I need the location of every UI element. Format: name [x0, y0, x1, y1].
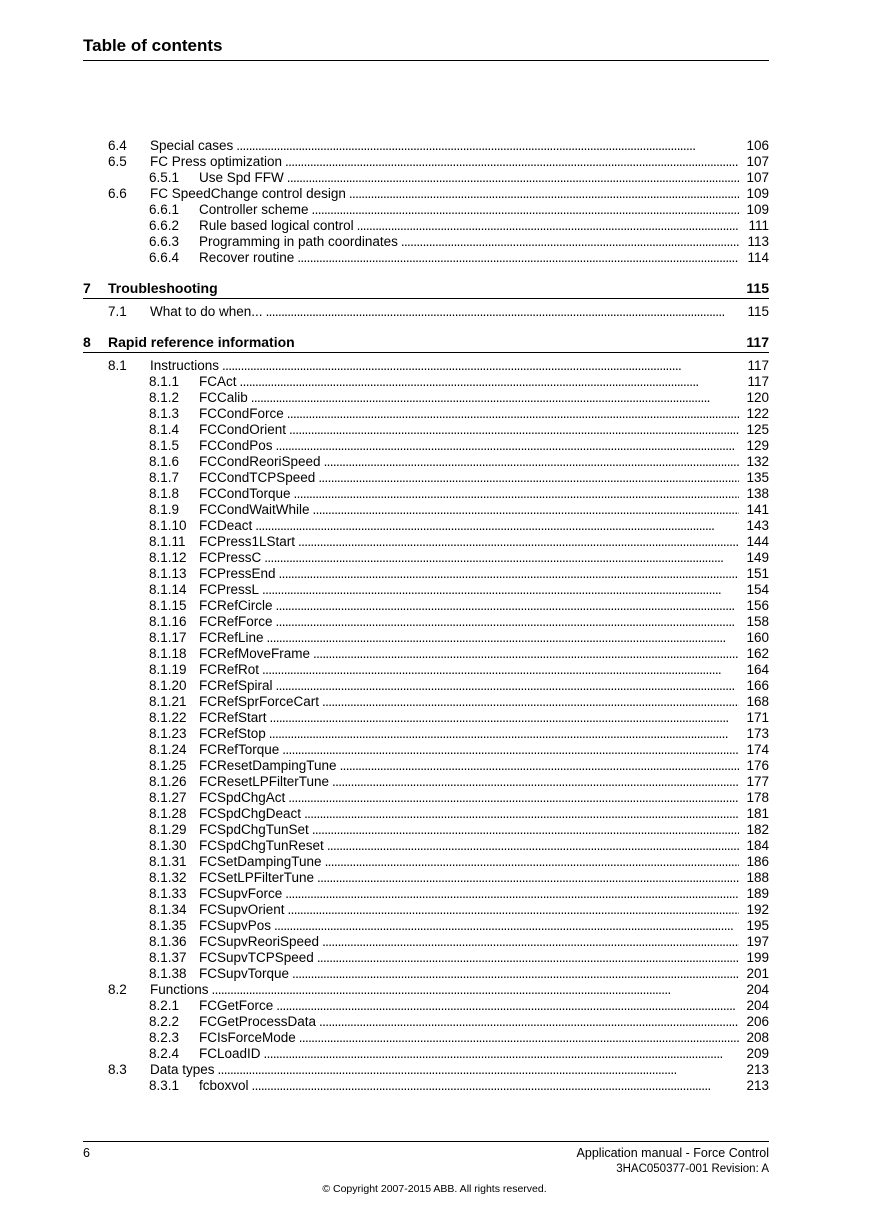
toc-entry-number: 8.1.27 — [149, 790, 187, 805]
toc-entry-page: 115 — [747, 304, 769, 319]
toc-entry-number: 8.1.14 — [149, 582, 187, 597]
toc-entry-label: Functions — [150, 982, 209, 997]
dot-leader — [269, 726, 739, 742]
toc-entry-8-1-20[interactable] — [83, 678, 769, 694]
dot-leader — [285, 154, 739, 170]
toc-entry-page: 160 — [746, 630, 769, 645]
toc-entry-number: 7 — [83, 280, 91, 296]
toc-entry-number: 8.1.2 — [149, 390, 180, 405]
toc-entry-8-1-15[interactable] — [83, 598, 769, 614]
dot-leader — [297, 250, 739, 266]
toc-entry-8-3-1[interactable] — [83, 1078, 769, 1094]
toc-entry-6-4[interactable] — [83, 138, 769, 154]
toc-entry-page: 114 — [747, 250, 769, 265]
toc-entry-8-1-11[interactable] — [83, 534, 769, 550]
toc-entry-number: 8.1.9 — [149, 502, 180, 517]
toc-entry-number: 8.1.24 — [149, 742, 187, 757]
toc-entry-number: 8.1.6 — [149, 454, 180, 469]
toc-entry-8-1-4[interactable] — [83, 422, 769, 438]
toc-entry-page: 168 — [746, 694, 769, 709]
toc-entry-label: FCAct — [199, 374, 237, 389]
toc-entry-label: FCRefRot — [199, 662, 260, 677]
dot-leader — [276, 614, 739, 630]
toc-entry-page: 117 — [747, 358, 769, 373]
dot-leader — [287, 406, 739, 422]
toc-entry-page: 107 — [746, 154, 769, 169]
toc-entry-number: 8.1.23 — [149, 726, 187, 741]
dot-leader — [236, 138, 739, 154]
document-revision: 3HAC050377-001 Revision: A — [616, 1163, 769, 1175]
dot-leader — [264, 1046, 739, 1062]
toc-entry-8-1-9[interactable] — [83, 502, 769, 518]
toc-entry-8-1-16[interactable] — [83, 614, 769, 630]
toc-entry-page: 204 — [746, 982, 769, 997]
toc-entry-8-1-25[interactable] — [83, 758, 769, 774]
toc-entry-label: FCDeact — [199, 518, 253, 533]
toc-entry-page: 109 — [746, 186, 769, 201]
dot-leader — [288, 902, 739, 918]
toc-entry-number: 8.1.12 — [149, 550, 187, 565]
toc-entry-8-1-5[interactable] — [83, 438, 769, 454]
toc-entry-page: 109 — [746, 202, 769, 217]
toc-entry-number: 8.1 — [108, 358, 127, 373]
toc-entry-6-6[interactable] — [83, 186, 769, 202]
toc-entry-label: Controller scheme — [199, 202, 309, 217]
dot-leader — [262, 662, 739, 678]
page-header — [83, 36, 769, 61]
dot-leader — [276, 598, 739, 614]
toc-entry-page: 164 — [746, 662, 769, 677]
toc-entry-label: What to do when... — [150, 304, 263, 319]
toc-entry-page: 166 — [746, 678, 769, 693]
toc-entry-number: 8.2.1 — [149, 998, 180, 1013]
toc-entry-number: 6.6 — [108, 186, 127, 201]
page-footer — [83, 1141, 769, 1175]
toc-entry-8-1-28[interactable] — [83, 806, 769, 822]
toc-entry-8-1-8[interactable] — [83, 486, 769, 502]
toc-entry-page: 144 — [746, 534, 769, 549]
dot-leader — [276, 998, 739, 1014]
toc-entry-number: 8.1.31 — [149, 854, 187, 869]
toc-entry-8-1-23[interactable] — [83, 726, 769, 742]
toc-entry-number: 8.1.13 — [149, 566, 187, 581]
toc-entry-page: 199 — [746, 950, 769, 965]
toc-entry-number: 8.1.32 — [149, 870, 187, 885]
toc-entry-label: FCResetDampingTune — [199, 758, 337, 773]
toc-entry-label: FCCondTorque — [199, 486, 291, 501]
toc-entry-number: 6.6.2 — [149, 218, 180, 233]
toc-entry-label: Troubleshooting — [108, 280, 218, 296]
toc-entry-label: FCRefCircle — [199, 598, 273, 613]
dot-leader — [322, 694, 739, 710]
toc-entry-number: 8.2.2 — [149, 1014, 180, 1029]
toc-entry-page: 107 — [746, 170, 769, 185]
toc-entry-number: 8.1.21 — [149, 694, 187, 709]
dot-leader — [212, 982, 739, 998]
toc-entry-number: 8.1.26 — [149, 774, 187, 789]
dot-leader — [349, 186, 739, 202]
toc-entry-label: FCCondForce — [199, 406, 284, 421]
toc-entry-label: FCCondOrient — [199, 422, 287, 437]
dot-leader — [304, 806, 739, 822]
toc-entry-8-1-30[interactable] — [83, 838, 769, 854]
dot-leader — [357, 218, 739, 234]
toc-entry-8-2-4[interactable] — [83, 1046, 769, 1062]
toc-entry-number: 8.1.16 — [149, 614, 187, 629]
toc-entry-label: FCPressL — [199, 582, 260, 597]
toc-entry-label: FCRefStart — [199, 710, 267, 725]
dot-leader — [292, 966, 739, 982]
toc-entry-number: 8.1.33 — [149, 886, 187, 901]
toc-entry-8-1-7[interactable] — [83, 470, 769, 486]
toc-entry-number: 8.2.4 — [149, 1046, 180, 1061]
manual-title: Application manual - Force Control — [576, 1146, 769, 1160]
toc-entry-page: 178 — [746, 790, 769, 805]
toc-entry-8-2-2[interactable] — [83, 1014, 769, 1030]
toc-entry-page: 192 — [746, 902, 769, 917]
toc-entry-label: FCPressC — [199, 550, 262, 565]
toc-entry-page: 189 — [746, 886, 769, 901]
toc-entry-label: FCSpdChgTunReset — [199, 838, 324, 853]
toc-entry-8-1-19[interactable] — [83, 662, 769, 678]
dot-leader — [285, 886, 739, 902]
toc-entry-number: 8.1.30 — [149, 838, 187, 853]
toc-entry-page: 209 — [746, 1046, 769, 1061]
dot-leader — [282, 742, 739, 758]
toc-entry-page: 195 — [746, 918, 769, 933]
toc-entry-label: FCRefForce — [199, 614, 273, 629]
dot-leader — [313, 646, 739, 662]
toc-entry-number: 8.1.25 — [149, 758, 187, 773]
toc-entry-number: 8.1.18 — [149, 646, 187, 661]
dot-leader — [340, 758, 739, 774]
toc-entry-8-2-1[interactable] — [83, 998, 769, 1014]
toc-entry-label: FCSupvPos — [199, 918, 272, 933]
toc-entry-page: 151 — [746, 566, 769, 581]
toc-entry-number: 8.1.1 — [149, 374, 180, 389]
toc-entry-page: 182 — [746, 822, 769, 837]
dot-leader — [317, 950, 739, 966]
toc-entry-8-1-29[interactable] — [83, 822, 769, 838]
toc-entry-label: FCSupvForce — [199, 886, 283, 901]
toc-entry-label: FCPressEnd — [199, 566, 276, 581]
toc-entry-number: 8.1.11 — [149, 534, 186, 549]
toc-entry-page: 162 — [746, 646, 769, 661]
toc-entry-page: 176 — [746, 758, 769, 773]
toc-entry-number: 8.1.36 — [149, 934, 187, 949]
toc-entry-page: 197 — [746, 934, 769, 949]
toc-entry-label: FCRefLine — [199, 630, 264, 645]
dot-leader — [270, 710, 739, 726]
toc-entry-8-1-37[interactable] — [83, 950, 769, 966]
dot-leader — [266, 304, 739, 320]
toc-entry-page: 135 — [746, 470, 769, 485]
toc-entry-number: 8.2 — [108, 982, 127, 997]
toc-entry-page: 117 — [746, 334, 769, 350]
toc-entry-8-1-14[interactable] — [83, 582, 769, 598]
dot-leader — [222, 358, 739, 374]
toc-entry-number: 6.5 — [108, 154, 127, 169]
toc-entry-page: 129 — [746, 438, 769, 453]
toc-chapter-8[interactable] — [83, 332, 769, 353]
dot-leader — [264, 550, 739, 566]
toc-entry-8-1-3[interactable] — [83, 406, 769, 422]
toc-chapter-7[interactable] — [83, 278, 769, 299]
toc-entry-label: Rule based logical control — [199, 218, 354, 233]
toc-entry-label: FCSetLPFilterTune — [199, 870, 315, 885]
toc-entry-8-1-31[interactable] — [83, 854, 769, 870]
toc-entry-page: 154 — [746, 582, 769, 597]
toc-entry-label: FCSupvTorque — [199, 966, 290, 981]
toc-entry-page: 171 — [746, 710, 769, 725]
toc-entry-8-1-17[interactable] — [83, 630, 769, 646]
table-of-contents — [83, 138, 769, 1094]
toc-entry-8-3[interactable] — [83, 1062, 769, 1078]
toc-entry-label: FCGetProcessData — [199, 1014, 317, 1029]
toc-entry-label: FCSpdChgDeact — [199, 806, 302, 821]
toc-entry-number: 8.1.38 — [149, 966, 187, 981]
toc-entry-number: 8.1.20 — [149, 678, 187, 693]
dot-leader — [327, 838, 739, 854]
toc-entry-number: 8.1.22 — [149, 710, 187, 725]
toc-entry-number: 6.6.3 — [149, 234, 180, 249]
toc-entry-number: 8.1.15 — [149, 598, 187, 613]
toc-entry-8-1-1[interactable] — [83, 374, 769, 390]
toc-entry-label: FCCondWaitWhile — [199, 502, 310, 517]
dot-leader — [298, 534, 739, 550]
toc-entry-number: 8.1.8 — [149, 486, 180, 501]
toc-entry-6-6-4[interactable] — [83, 250, 769, 266]
toc-entry-number: 8.2.3 — [149, 1030, 180, 1045]
toc-entry-label: Use Spd FFW — [199, 170, 284, 185]
toc-entry-page: 206 — [746, 1014, 769, 1029]
page-title: Table of contents — [83, 36, 223, 55]
dot-leader — [287, 170, 739, 186]
toc-entry-label: FCSpdChgAct — [199, 790, 286, 805]
toc-entry-page: 208 — [746, 1030, 769, 1045]
toc-entry-page: 213 — [746, 1078, 769, 1093]
toc-entry-8-1-35[interactable] — [83, 918, 769, 934]
toc-entry-number: 8.3.1 — [149, 1078, 180, 1093]
toc-entry-8-1-6[interactable] — [83, 454, 769, 470]
toc-entry-label: Special cases — [150, 138, 234, 153]
dot-leader — [312, 202, 739, 218]
dot-leader — [324, 454, 739, 470]
dot-leader — [317, 870, 739, 886]
toc-entry-label: FCCondTCPSpeed — [199, 470, 316, 485]
toc-entry-page: 149 — [746, 550, 769, 565]
toc-entry-8-1-32[interactable] — [83, 870, 769, 886]
dot-leader — [279, 566, 739, 582]
toc-entry-8-1-13[interactable] — [83, 566, 769, 582]
dot-leader — [240, 374, 739, 390]
toc-entry-label: FCSupvOrient — [199, 902, 285, 917]
toc-entry-8-1[interactable] — [83, 358, 769, 374]
toc-entry-page: 188 — [746, 870, 769, 885]
toc-entry-page: 138 — [746, 486, 769, 501]
dot-leader — [313, 502, 739, 518]
dot-leader — [267, 630, 739, 646]
toc-entry-number: 8.1.17 — [149, 630, 187, 645]
toc-entry-8-1-18[interactable] — [83, 646, 769, 662]
toc-entry-6-5[interactable] — [83, 154, 769, 170]
toc-entry-label: FCIsForceMode — [199, 1030, 296, 1045]
toc-entry-8-1-24[interactable] — [83, 742, 769, 758]
toc-entry-page: 132 — [746, 454, 769, 469]
toc-entry-label: FCRefMoveFrame — [199, 646, 311, 661]
toc-entry-number: 8.1.3 — [149, 406, 180, 421]
dot-leader — [312, 822, 739, 838]
toc-entry-page: 125 — [746, 422, 769, 437]
dot-leader — [401, 234, 739, 250]
dot-leader — [276, 678, 739, 694]
toc-entry-label: FCResetLPFilterTune — [199, 774, 330, 789]
dot-leader — [276, 438, 739, 454]
dot-leader — [299, 1030, 739, 1046]
toc-entry-number: 8 — [83, 334, 91, 350]
toc-entry-8-1-2[interactable] — [83, 390, 769, 406]
toc-entry-8-1-33[interactable] — [83, 886, 769, 902]
toc-entry-page: 111 — [748, 218, 769, 233]
toc-entry-8-1-38[interactable] — [83, 966, 769, 982]
toc-entry-label: FCPress1LStart — [199, 534, 296, 549]
toc-entry-label: FCRefSpiral — [199, 678, 273, 693]
toc-entry-page: 204 — [746, 998, 769, 1013]
toc-entry-label: FCSpdChgTunSet — [199, 822, 309, 837]
toc-entry-8-1-36[interactable] — [83, 934, 769, 950]
toc-entry-number: 6.6.4 — [149, 250, 180, 265]
toc-entry-label: FCCondPos — [199, 438, 273, 453]
toc-entry-number: 7.1 — [108, 304, 127, 319]
dot-leader — [319, 1014, 739, 1030]
toc-entry-6-6-2[interactable] — [83, 218, 769, 234]
dot-leader — [255, 518, 739, 534]
toc-entry-page: 181 — [746, 806, 769, 821]
toc-entry-number: 8.1.10 — [149, 518, 187, 533]
toc-entry-number: 8.1.37 — [149, 950, 187, 965]
toc-entry-6-6-3[interactable] — [83, 234, 769, 250]
toc-entry-label: FCCalib — [199, 390, 248, 405]
dot-leader — [318, 470, 739, 486]
toc-entry-page: 143 — [746, 518, 769, 533]
dot-leader — [289, 422, 739, 438]
toc-entry-8-1-21[interactable] — [83, 694, 769, 710]
toc-entry-6-6-1[interactable] — [83, 202, 769, 218]
toc-entry-number: 6.6.1 — [149, 202, 180, 217]
dot-leader — [332, 774, 739, 790]
dot-leader — [288, 790, 739, 806]
toc-entry-page: 213 — [746, 1062, 769, 1077]
toc-entry-number: 8.1.19 — [149, 662, 187, 677]
dot-leader — [325, 854, 739, 870]
toc-entry-8-1-27[interactable] — [83, 790, 769, 806]
toc-entry-page: 113 — [747, 234, 769, 249]
toc-entry-number: 8.1.28 — [149, 806, 187, 821]
toc-entry-page: 106 — [746, 138, 769, 153]
toc-entry-label: Recover routine — [199, 250, 295, 265]
toc-entry-page: 173 — [746, 726, 769, 741]
toc-entry-number: 8.1.34 — [149, 902, 187, 917]
toc-entry-8-2[interactable] — [83, 982, 769, 998]
toc-entry-number: 8.1.35 — [149, 918, 187, 933]
toc-entry-page: 177 — [746, 774, 769, 789]
toc-entry-label: FCSupvReoriSpeed — [199, 934, 320, 949]
toc-entry-page: 201 — [746, 966, 769, 981]
toc-entry-number: 6.5.1 — [149, 170, 180, 185]
toc-entry-page: 186 — [746, 854, 769, 869]
dot-leader — [262, 582, 739, 598]
toc-entry-label: FC SpeedChange control design — [150, 186, 346, 201]
toc-entry-label: Data types — [150, 1062, 215, 1077]
toc-entry-label: FCLoadID — [199, 1046, 261, 1061]
toc-entry-label: FC Press optimization — [150, 154, 283, 169]
toc-entry-page: 184 — [746, 838, 769, 853]
toc-entry-label: Programming in path coordinates — [199, 234, 398, 249]
toc-entry-number: 8.3 — [108, 1062, 127, 1077]
toc-entry-label: Rapid reference information — [108, 334, 295, 350]
toc-entry-8-1-34[interactable] — [83, 902, 769, 918]
toc-entry-page: 141 — [746, 502, 769, 517]
copyright-notice: © Copyright 2007-2015 ABB. All rights reserved. — [322, 1183, 547, 1195]
dot-leader — [218, 1062, 739, 1078]
toc-entry-8-1-22[interactable] — [83, 710, 769, 726]
toc-entry-page: 158 — [746, 614, 769, 629]
toc-entry-label: FCRefTorque — [199, 742, 280, 757]
dot-leader — [322, 934, 739, 950]
toc-entry-label: FCRefSprForceCart — [199, 694, 320, 709]
toc-entry-number: 8.1.29 — [149, 822, 187, 837]
dot-leader — [294, 486, 739, 502]
toc-entry-7-1[interactable] — [83, 304, 769, 320]
toc-entry-label: FCSetDampingTune — [199, 854, 322, 869]
toc-entry-8-2-3[interactable] — [83, 1030, 769, 1046]
toc-entry-8-1-10[interactable] — [83, 518, 769, 534]
toc-entry-page: 156 — [746, 598, 769, 613]
toc-entry-page: 115 — [746, 280, 769, 296]
toc-entry-number: 6.4 — [108, 138, 127, 153]
toc-entry-8-1-12[interactable] — [83, 550, 769, 566]
toc-entry-number: 8.1.5 — [149, 438, 180, 453]
dot-leader — [274, 918, 739, 934]
dot-leader — [251, 390, 739, 406]
toc-entry-page: 174 — [746, 742, 769, 757]
toc-entry-page: 117 — [747, 374, 769, 389]
toc-entry-8-1-26[interactable] — [83, 774, 769, 790]
toc-entry-label: Instructions — [150, 358, 220, 373]
toc-entry-number: 8.1.4 — [149, 422, 180, 437]
toc-entry-label: FCGetForce — [199, 998, 274, 1013]
toc-entry-page: 120 — [746, 390, 769, 405]
toc-entry-number: 8.1.7 — [149, 470, 180, 485]
dot-leader — [252, 1078, 739, 1094]
toc-entry-6-5-1[interactable] — [83, 170, 769, 186]
toc-entry-page: 122 — [746, 406, 769, 421]
toc-entry-label: fcboxvol — [199, 1078, 249, 1093]
page-number: 6 — [83, 1146, 90, 1160]
toc-entry-label: FCCondReoriSpeed — [199, 454, 321, 469]
toc-entry-label: FCRefStop — [199, 726, 266, 741]
toc-entry-label: FCSupvTCPSpeed — [199, 950, 314, 965]
